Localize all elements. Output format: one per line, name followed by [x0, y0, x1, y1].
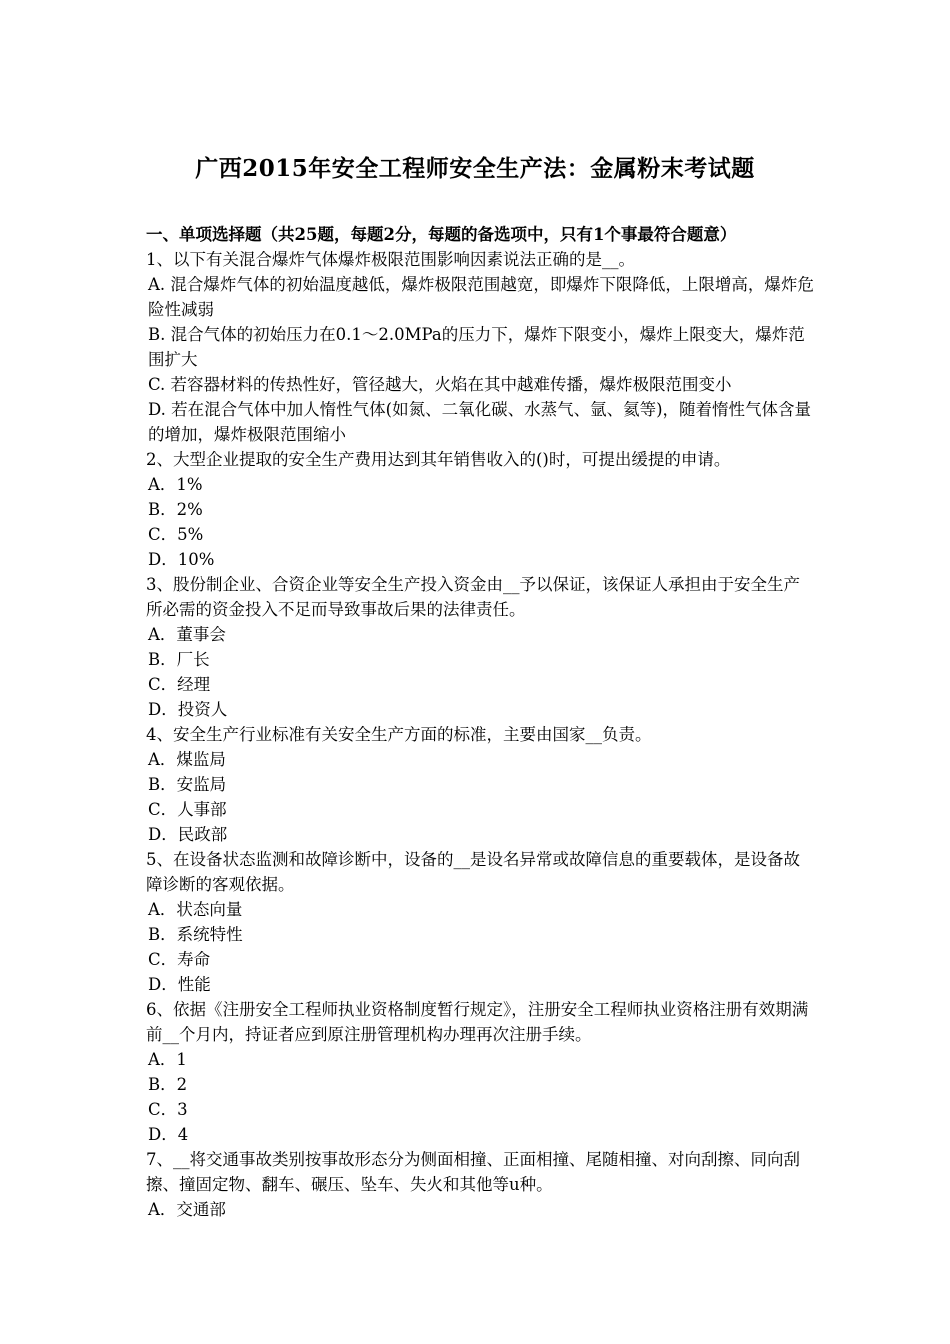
page-title: 广西2015年安全工程师安全生产法：金属粉末考试题 [195, 155, 755, 182]
option-d: D．民政部 [148, 825, 228, 844]
option-a: A．交通部 [148, 1200, 226, 1219]
option-b: B. 混合气体的初始压力在0.1～2.0MPa的压力下，爆炸下限变小，爆炸上限变大，爆炸范围扩大 [148, 325, 805, 369]
question-stem: 4、安全生产行业标准有关安全生产方面的标准，主要由国家__负责。 [146, 725, 652, 744]
option-a: A．董事会 [148, 625, 226, 644]
question-stem: 6、依据《注册安全工程师执业资格制度暂行规定》，注册安全工程师执业资格注册有效期满前__个月内，持证者应到原注册管理机构办理再次注册手续。 [146, 1000, 809, 1044]
option-a: A．1% [148, 475, 203, 494]
question-3 [146, 572, 814, 722]
question-7 [146, 1147, 814, 1222]
option-b: B．厂长 [148, 650, 210, 669]
option-c: C．5% [148, 525, 204, 544]
question-4 [146, 722, 814, 847]
section-heading: 一、单项选择题（共25题，每题2分，每题的备选项中，只有1个事最符合题意） [146, 225, 737, 244]
question-stem: 7、__将交通事故类别按事故形态分为侧面相撞、正面相撞、尾随相撞、对向刮擦、同向刮擦、撞固定物、翻车、碾压、坠车、失火和其他等u种。 [146, 1150, 800, 1194]
option-c: C．寿命 [148, 950, 211, 969]
option-b: B．系统特性 [148, 925, 243, 944]
option-a: A．1 [148, 1050, 187, 1069]
question-1 [146, 247, 814, 447]
question-2 [146, 447, 814, 572]
document-body [146, 222, 814, 1222]
option-d: D．投资人 [148, 700, 228, 719]
option-b: B．安监局 [148, 775, 227, 794]
option-c: C. 若容器材料的传热性好，管径越大，火焰在其中越难传播，爆炸极限范围变小 [148, 375, 732, 394]
option-c: C．人事部 [148, 800, 227, 819]
option-a: A．状态向量 [148, 900, 243, 919]
question-6 [146, 997, 814, 1147]
question-stem: 2、大型企业提取的安全生产费用达到其年销售收入的()时，可提出缓提的申请。 [146, 450, 731, 469]
question-5 [146, 847, 814, 997]
option-d: D．10% [148, 550, 215, 569]
option-c: C．经理 [148, 675, 211, 694]
option-b: B．2% [148, 500, 203, 519]
option-d: D. 若在混合气体中加人惰性气体(如氮、二氧化碳、水蒸气、氩、氦等)，随着惰性气体含量的增加，爆炸极限范围缩小 [148, 400, 812, 444]
option-a: A．煤监局 [148, 750, 226, 769]
option-d: D．4 [148, 1125, 189, 1144]
question-stem: 5、在设备状态监测和故障诊断中，设备的__是设名异常或故障信息的重要载体，是设备故障诊断的客观依据。 [146, 850, 800, 894]
option-d: D．性能 [148, 975, 211, 994]
option-c: C．3 [148, 1100, 188, 1119]
option-a: A. 混合爆炸气体的初始温度越低，爆炸极限范围越宽，即爆炸下限降低，上限增高，爆炸危险性减弱 [148, 275, 814, 319]
question-stem: 1、以下有关混合爆炸气体爆炸极限范围影响因素说法正确的是__。 [146, 250, 635, 269]
question-stem: 3、股份制企业、合资企业等安全生产投入资金由__予以保证，该保证人承担由于安全生产所必需的资金投入不足而导致事故后果的法律责任。 [146, 575, 800, 619]
option-b: B．2 [148, 1075, 188, 1094]
